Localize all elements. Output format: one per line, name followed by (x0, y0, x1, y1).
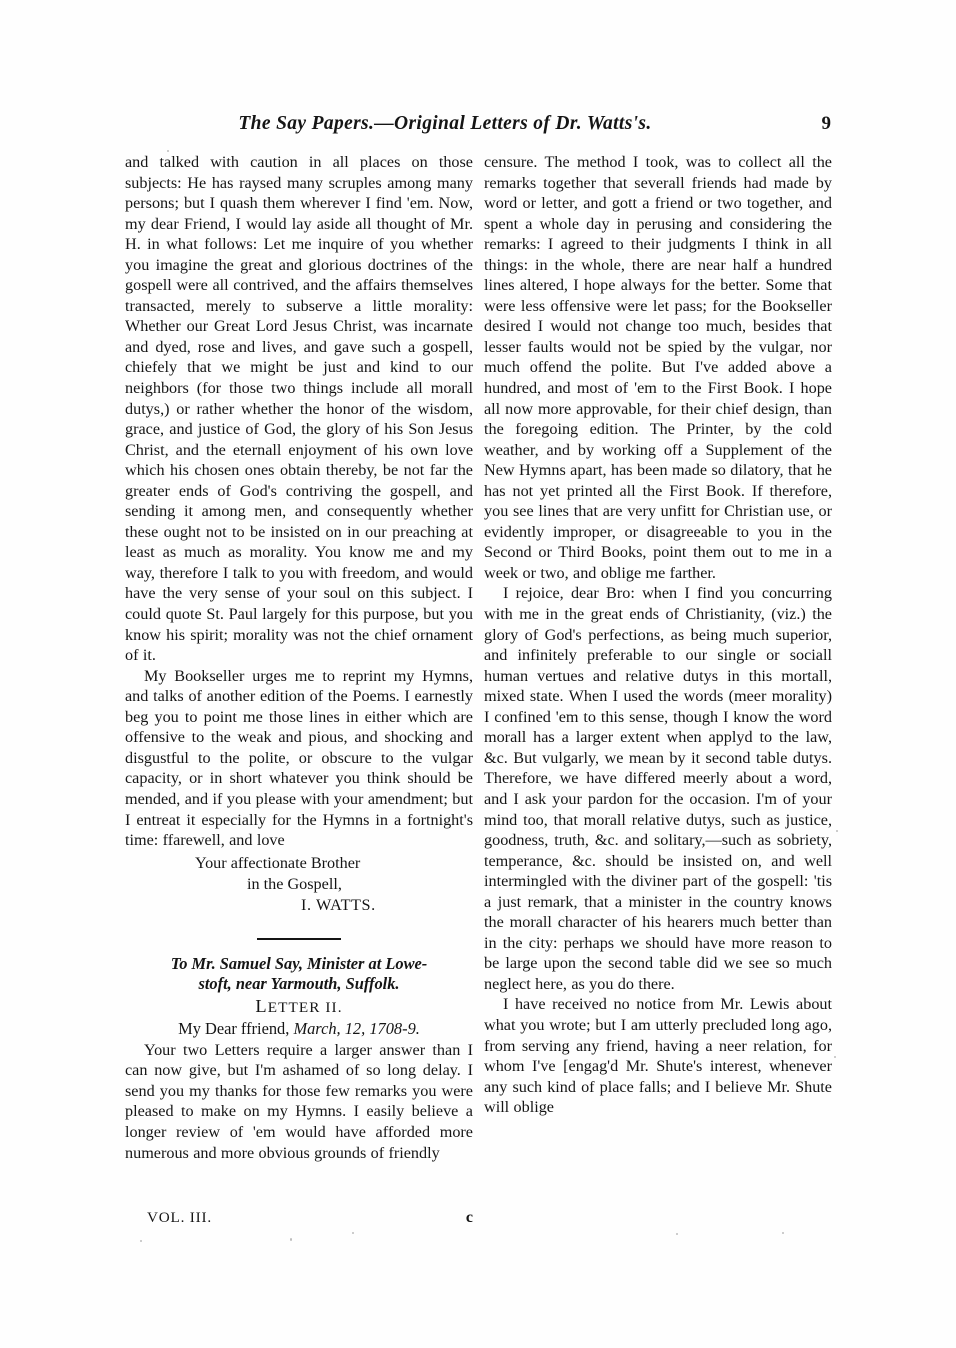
address-line-1: To Mr. Samuel Say, Minister at Lowe- (170, 953, 428, 973)
paragraph: I have received no notice from Mr. Lewis about what you wrote; but I am utterly precluded long ago, from serving any friend, having a neer relation, for whom I've [engag'd Mr. Shute's interest, whenever any such kind of place falls; and I believe Mr. Shute will oblige (484, 995, 832, 1117)
running-head (125, 113, 831, 143)
paragraph: and talked with caution in all places on those subjects: He has raysed many scruples among many persons; but I quash them wherever I find 'em. Now, my dear Friend, I would lay aside all thought of Mr. H. in what follows: Let me inquire of you whether you imagine the great and glorious doctrines of the gospell were all contrived, and the affairs themselves transacted, merely to subserve a little morality: Whether our Great Lord Jesus Christ, was incarnate and dyed, rose and lives, and gave such a gospell, chiefely that we might be just and kind to our neighbors (for those two things include all morall dutys,) or rather whether the honor of the wisdom, grace, and justice of God, the glory of his Son Jesus Christ, and the eternall enjoyment of his own love which his chosen ones obtain thereby, be not far the greater ends of God's contriving the gospell, and sending it among men, and consequently whether these ought not to be insisted on in our preaching at least as much as morality. You know me and my way, therefore I talk to you with freedom, and would have the very sense of your soul on this subject. I could quote St. Paul largely for this purpose, but you know his spirit; morality was not the chief ornament of it. (125, 153, 473, 665)
letter-label-dropcap: L (255, 995, 268, 1016)
letter-address (125, 954, 473, 995)
scan-speck (836, 830, 838, 832)
letter-number-heading (125, 996, 473, 1018)
scan-speck (352, 1232, 354, 1234)
volume-label: VOL. III. (147, 1209, 212, 1226)
paragraph: My Bookseller urges me to reprint my Hymns, and talks of another edition of the Poems. I earnestly beg you to point me those lines in either which are offensive to the weak and pious, and shocking and disgustful to the polite, or obscure to the vulgar capacity, or in short whatever you think should be mended, and if you please with your amendment; but I entreat it especially for the Hymns in a fortnight's time: ffarewell, and love (125, 666, 473, 850)
salutation-text: My Dear ffriend, (178, 1018, 290, 1038)
letter-date: March, 12, 1708-9. (293, 1018, 420, 1038)
section-divider (125, 927, 473, 945)
signature-mark: c (465, 1209, 473, 1226)
scan-speck (167, 150, 169, 152)
closing-line-2: in the Gospell, (247, 874, 342, 893)
letter-number: II. (325, 998, 343, 1016)
paragraph: censure. The method I took, was to collect all the remarks together that severall friends had made by word or letter, and gott a friend or two together, and spent a whole day in perusing and considering the remarks: I agreed to their judgments I think in all things: in the whole, there are near half a hundred lines altered, I hope always for the better. Some that were less offensive were let pass; for the Bookseller desired I would not change too much, besides that lesser faults would not be spied by the vulgar, nor much offend the polite. But I've added above a hundred, and most of 'em to the First Book. I hope all now more approvable, for their chief design, than the foregoing edition. The Printer, by the cold weather, and by working off a Supplement of the New Hymns apart, has been made so dilatory, that he has not yet printed all the First Book. If therefore, you see lines that are very unfitt for Christian use, or evidently improper, or disagreeable to you in the Second or Third Books, point them out to me in a week or two, and oblige me farther. (484, 153, 832, 582)
letter-salutation (125, 1018, 473, 1039)
paragraph: Your two Letters require a larger answer than I can now give, but I'm ashamed of so long delay. I send you my thanks for those few remarks you were pleased to make on my Hymns. I easily believe a longer review of 'em would have afforded more numerous and more obvious grounds of friendly (125, 1040, 473, 1162)
address-line-2: stoft, near Yarmouth, Suffolk. (198, 974, 400, 994)
running-head-title: The Say Papers.—Original Letters of Dr. Watts's. (238, 113, 652, 134)
scan-speck (140, 1240, 142, 1242)
signature-name: I. WATTS. (301, 895, 376, 914)
left-text-column (125, 152, 473, 1163)
scan-speck (782, 1232, 784, 1234)
scan-speck (834, 1056, 836, 1058)
scan-speck (676, 1233, 678, 1235)
horizontal-rule (257, 938, 341, 940)
closing-line-1: Your affectionate Brother (195, 853, 361, 872)
scan-speck (290, 1238, 292, 1241)
page-number: 9 (821, 113, 831, 134)
page-footer (125, 1209, 473, 1233)
letter-closing (125, 853, 473, 916)
right-text-column (484, 152, 832, 1118)
letter-label-rest: ETTER (267, 998, 321, 1016)
paragraph: I rejoice, dear Bro: when I find you concurring with me in the great ends of Christianity, (viz.) the glory of God's perfections, as being much superior, and infinitely preferable to our single or sociall human vertues and relative dutys in this mortall, mixed state. When I used the words (meer morality) I confined 'em to this sense, though I know the word morall has a larger extent when applyd to the law, &c. But vulgarly, we mean by it second table dutys. Therefore, we have differed meerly about a word, and I ask your pardon for the occasion. I'm of your mind too, that morall relative dutys, such as justice, goodness, truth, &c. and solitary,—such as sobriety, temperance, &c. should be insisted on, and well intermingled with the diviner part of the gospell: 'tis a just remark, that a minister in the country knows the morall character of his hearers much better than in the city: perhaps we should have more reason to be large upon the second table did we see so much neglect here, as you do there. (484, 584, 832, 993)
